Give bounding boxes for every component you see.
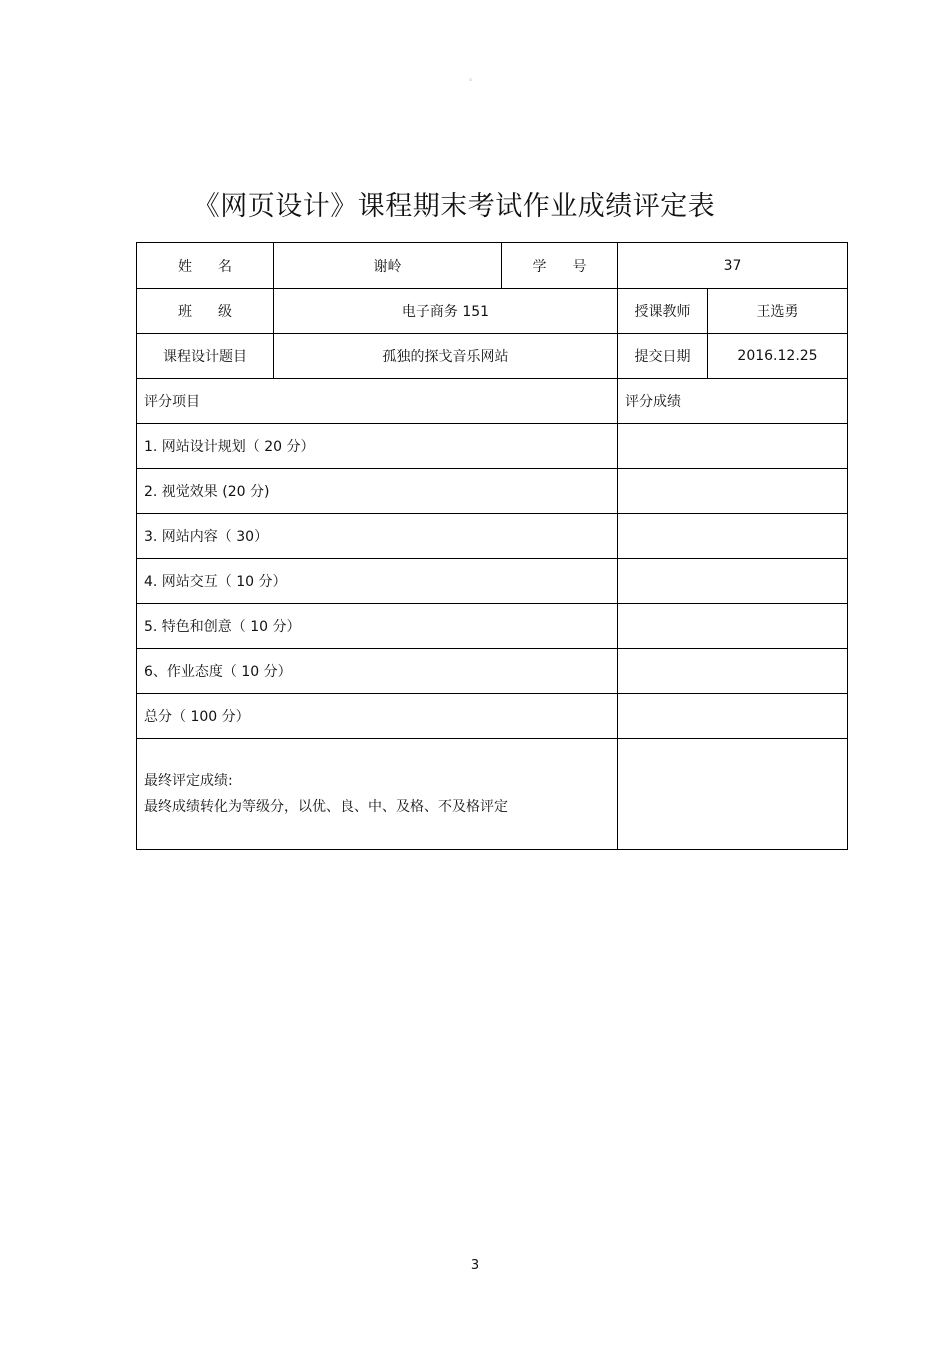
- score-item-label: 4. 网站交互（ 10 分）: [137, 559, 618, 604]
- score-row: [137, 559, 848, 604]
- submit-date-label: 提交日期: [618, 334, 708, 379]
- final-grade-input-cell: [618, 739, 848, 850]
- final-grade-cell: [137, 739, 618, 850]
- row-topic: [137, 334, 848, 379]
- name-value: 谢岭: [274, 243, 502, 289]
- total-score-cell: [618, 694, 848, 739]
- class-label: 班级: [137, 289, 274, 334]
- name-label: 姓名: [137, 243, 274, 289]
- page-number: 3: [470, 1258, 480, 1273]
- header-mark: 。: [469, 73, 477, 82]
- score-row: [137, 604, 848, 649]
- teacher-label: 授课教师: [618, 289, 708, 334]
- score-input-cell: [618, 604, 848, 649]
- score-item-label: 3. 网站内容（ 30）: [137, 514, 618, 559]
- score-input-cell: [618, 514, 848, 559]
- teacher-value: 王选勇: [708, 289, 848, 334]
- topic-value: 孤独的探戈音乐网站: [274, 334, 618, 379]
- row-score-header: [137, 379, 848, 424]
- score-row: [137, 469, 848, 514]
- total-score-label: 总分（ 100 分）: [137, 694, 618, 739]
- score-item-label: 5. 特色和创意（ 10 分）: [137, 604, 618, 649]
- student-id-label: 学号: [502, 243, 618, 289]
- grade-form-table: [136, 242, 848, 850]
- score-row: [137, 649, 848, 694]
- final-grade-note: 最终成绩转化为等级分，以优、良、中、及格、不及格评定: [144, 799, 508, 815]
- submit-date-value: 2016.12.25: [708, 334, 848, 379]
- final-grade-label: 最终评定成绩:: [144, 773, 233, 789]
- score-input-cell: [618, 649, 848, 694]
- class-value: 电子商务 151: [274, 289, 618, 334]
- topic-label: 课程设计题目: [137, 334, 274, 379]
- row-final-grade: [137, 739, 848, 850]
- student-id-value: 37: [618, 243, 848, 289]
- score-item-label: 6、作业态度（ 10 分）: [137, 649, 618, 694]
- score-row: [137, 514, 848, 559]
- score-row-total: [137, 694, 848, 739]
- score-value-header: 评分成绩: [618, 379, 848, 424]
- row-class: [137, 289, 848, 334]
- score-input-cell: [618, 424, 848, 469]
- row-name: [137, 243, 848, 289]
- score-item-label: 1. 网站设计规划（ 20 分）: [137, 424, 618, 469]
- score-row: [137, 424, 848, 469]
- page-title: 《网页设计》课程期末考试作业成绩评定表: [192, 191, 716, 222]
- score-input-cell: [618, 559, 848, 604]
- score-item-header: 评分项目: [137, 379, 618, 424]
- score-input-cell: [618, 469, 848, 514]
- score-item-label: 2. 视觉效果 (20 分): [137, 469, 618, 514]
